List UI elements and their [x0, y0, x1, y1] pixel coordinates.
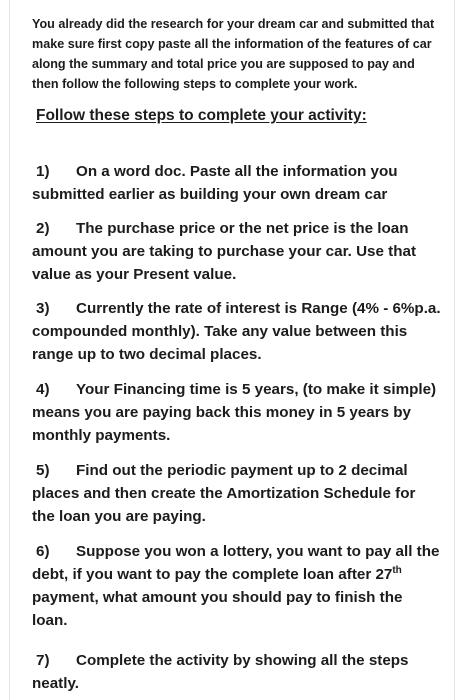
step-4 — [32, 378, 442, 447]
step-text-end: payment, what amount you should pay to finish the loan. — [32, 589, 403, 629]
step-text-start: Suppose you won a lottery, you want to pay all the debt, if you want to pay the complete loan after 27 — [32, 543, 440, 583]
step-text: Currently the rate of interest is Range (4% - 6%p.a. compounded monthly). Take any value between this range up to two decimal places. — [32, 300, 441, 363]
steps-heading: Follow these steps to complete your activity: — [36, 107, 367, 124]
step-text: Your Financing time is 5 years, (to make it simple) means you are paying back this money in 5 years by monthly payments. — [32, 381, 437, 444]
step-2 — [32, 217, 442, 286]
intro-paragraph: You already did the research for your dream car and submitted that make sure first copy paste all the information of the features of car along the summary and total price you are supposed to pay and then follow the following steps to complete your work. — [32, 17, 435, 91]
step-number: 4) — [36, 381, 50, 398]
ordinal-suffix: th — [392, 564, 402, 576]
step-3 — [32, 297, 442, 366]
step-number: 3) — [36, 300, 50, 317]
step-6 — [32, 540, 442, 632]
step-7 — [32, 649, 442, 695]
step-text: Find out the periodic payment up to 2 decimal places and then create the Amortization Schedule for the loan you are paying. — [32, 462, 416, 525]
step-number: 7) — [36, 652, 50, 669]
step-number: 1) — [36, 163, 50, 180]
step-1 — [32, 160, 442, 206]
step-text: Complete the activity by showing all the steps neatly. — [32, 652, 409, 692]
step-number: 5) — [36, 462, 50, 479]
step-text: The purchase price or the net price is the loan amount you are taking to purchase your car. Use that value as your Present value. — [32, 220, 417, 283]
step-number: 6) — [36, 543, 50, 560]
assignment-document — [32, 0, 442, 692]
step-number: 2) — [36, 220, 50, 237]
step-text: On a word doc. Paste all the information you submitted earlier as building your own dream car — [32, 163, 398, 203]
step-5 — [32, 459, 442, 528]
